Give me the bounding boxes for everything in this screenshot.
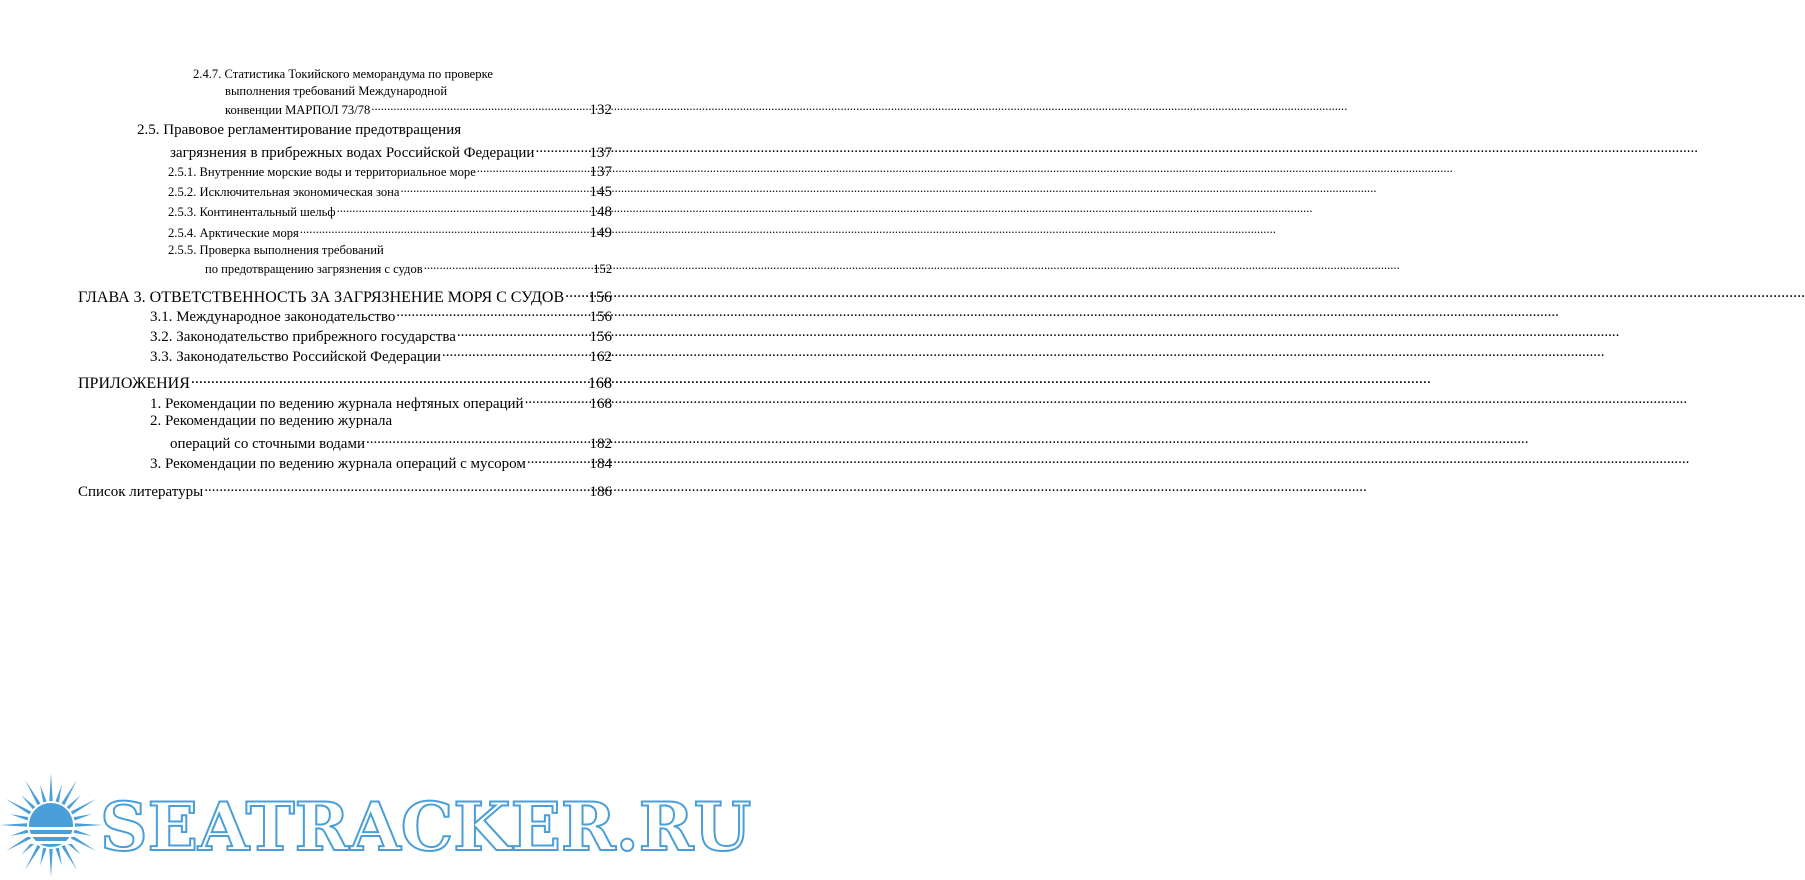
toc-entry-2-4-7[interactable] [225,101,612,119]
toc-entry-3-2[interactable] [150,326,612,346]
watermark [0,770,752,873]
toc-entry-2-5[interactable] [170,142,612,162]
toc-entry-3-1[interactable] [150,306,612,326]
leader-dots [371,101,588,114]
toc-entry-title: ПРИЛОЖЕНИЯ [78,375,190,392]
toc-page-number: 162 [589,349,612,365]
sun-icon [0,770,106,880]
toc-entry-2-4-7-line1: 2.4.7. Статистика Токийского меморандума по проверке [193,67,493,81]
leader-dots [477,163,589,176]
toc-entry-title: конвенции МАРПОЛ 73/78 [225,102,371,117]
toc-entry-title: 2.5.1. Внутренние морские воды и территориальное море [168,164,476,179]
toc-entry-3-3[interactable] [150,346,612,366]
toc-page-number: 137 [589,145,612,161]
toc-page-number: 148 [589,203,612,220]
toc-page-number: 168 [589,396,612,412]
toc-page [0,0,676,873]
toc-entry-appendix-2[interactable] [170,433,612,453]
toc-entry-appendix-3[interactable] [150,453,612,473]
toc-page-number: 145 [589,183,612,200]
toc-entry-2-5-2[interactable] [168,183,612,201]
leader-dots [204,481,588,496]
toc-page-number: 137 [589,163,612,180]
toc-entry-2-5-3[interactable] [168,203,612,221]
toc-page-number: 156 [589,309,612,325]
leader-dots [400,183,588,196]
toc-entry-2-5-5[interactable] [205,260,612,277]
toc-entry-title: 2.5.2. Исключительная экономическая зона [168,184,400,199]
leader-dots [366,433,589,448]
toc-page-number: 168 [588,375,612,392]
leader-dots [191,372,587,388]
toc-entry-appendices[interactable] [78,372,612,393]
toc-entry-title: 2.5.4. Арктические моря [168,225,299,240]
toc-entry-2-5-line1: 2.5. Правовое регламентирование предотвращения [137,122,462,138]
toc-entry-literature[interactable] [78,481,612,501]
toc-entry-title: 3.3. Законодательство Российской Федерации [150,349,441,365]
toc-entry-title: Список литературы [78,484,204,500]
toc-page-number: 182 [589,436,612,452]
toc-page-number: 156 [589,329,612,345]
leader-dots [396,306,588,321]
toc-entry-title: 3. Рекомендации по ведению журнала операций с мусором [150,456,526,472]
toc-page-number: 152 [593,261,612,276]
toc-entry-title: ГЛАВА 3. ОТВЕТСТВЕННОСТЬ ЗА ЗАГРЯЗНЕНИЕ МОРЯ С СУДОВ [78,289,565,306]
watermark-text: SEATRACKER.RU [100,788,752,866]
toc-page-number: 132 [589,101,612,118]
toc-entry-title: операций со сточными водами [170,436,365,452]
toc-entry-title: по предотвращению загрязнения с судов [205,261,423,276]
toc-entry-title: 1. Рекомендации по ведению журнала нефтяных операций [150,396,524,412]
leader-dots [527,453,589,468]
toc-entry-appendix-1[interactable] [150,393,612,413]
toc-page-number: 186 [589,484,612,500]
toc-page-number: 149 [589,224,612,241]
leader-dots [535,142,588,157]
leader-dots [565,286,587,302]
leader-dots [337,203,589,216]
leader-dots [424,260,592,273]
toc-entry-2-5-5-line1: 2.5.5. Проверка выполнения требований [168,243,384,257]
toc-entry-2-5-1[interactable] [168,163,612,181]
toc-entry-title: 2.5.3. Континентальный шельф [168,204,336,219]
toc-entry-2-4-7-line2: выполнения требований Международной [225,84,448,98]
toc-page-number: 156 [588,289,612,306]
leader-dots [442,346,589,361]
toc-entry-appendix-2-line1: 2. Рекомендации по ведению журнала [150,413,393,429]
toc-entry-title: 3.2. Законодательство прибрежного государства [150,329,456,345]
toc-entry-title: загрязнения в прибрежных водах Российской Федерации [170,145,535,161]
leader-dots [300,224,589,237]
toc-page-number: 184 [589,456,612,472]
toc-entry-title: 3.1. Международное законодательство [150,309,396,325]
toc-entry-2-5-4[interactable] [168,224,612,242]
leader-dots [525,393,589,408]
leader-dots [457,326,589,341]
